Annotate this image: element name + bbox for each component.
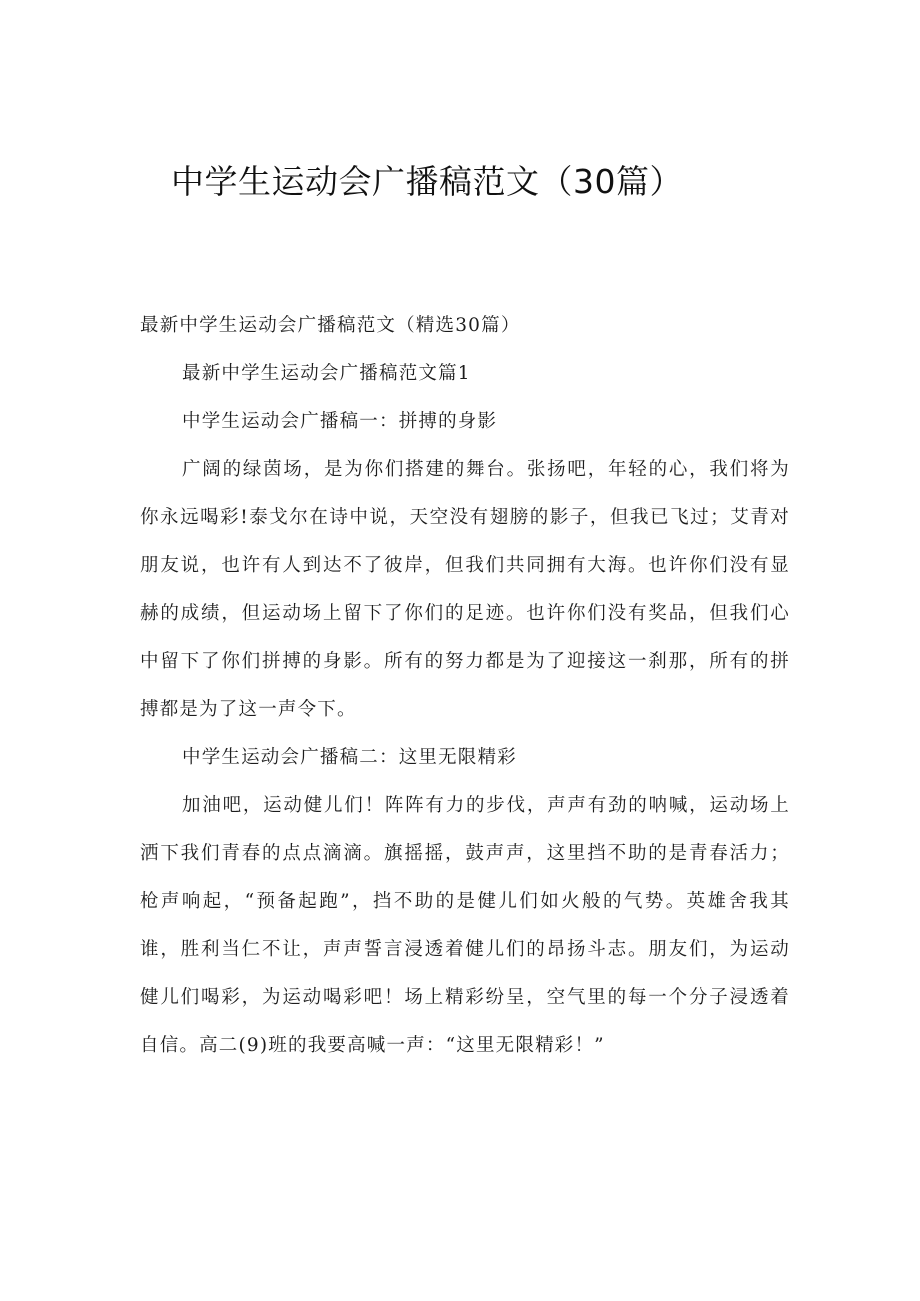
piece-one-paragraph: 广阔的绿茵场，是为你们搭建的舞台。张扬吧，年轻的心，我们将为你永远喝彩!泰戈尔在诗中说，天空没有翅膀的影子，但我已飞过；艾青对朋友说，也许有人到达不了彼岸，但我们共同拥有大海。也许你们没有显赫的成绩，但运动场上留下了你们的足迹。也许你们没有奖品，但我们心中留下了你们拼搏的身影。所有的努力都是为了迎接这一刹那，所有的拼搏都是为了这一声令下。 — [140, 459, 790, 720]
document-title: 中学生运动会广播稿范文（30篇） — [171, 162, 683, 201]
piece-one-heading: 中学生运动会广播稿一：拼搏的身影 — [182, 411, 498, 432]
document-body — [140, 302, 790, 1070]
section-heading: 最新中学生运动会广播稿范文篇1 — [182, 363, 471, 384]
piece-two-heading: 中学生运动会广播稿二：这里无限精彩 — [182, 747, 517, 768]
piece-two-paragraph: 加油吧，运动健儿们！阵阵有力的步伐，声声有劲的呐喊，运动场上洒下我们青春的点点滴滴。旗摇摇，鼓声声，这里挡不助的是青春活力；枪声响起，“预备起跑”，挡不助的是健儿们如火般的气势。英雄舍我其谁，胜利当仁不让，声声誓言浸透着健儿们的昂扬斗志。朋友们，为运动健儿们喝彩，为运动喝彩吧！场上精彩纷呈，空气里的每一个分子浸透着自信。高二(9)班的我要高喊一声：“这里无限精彩！” — [140, 795, 790, 1056]
document-subtitle: 最新中学生运动会广播稿范文（精选30篇） — [140, 315, 521, 336]
